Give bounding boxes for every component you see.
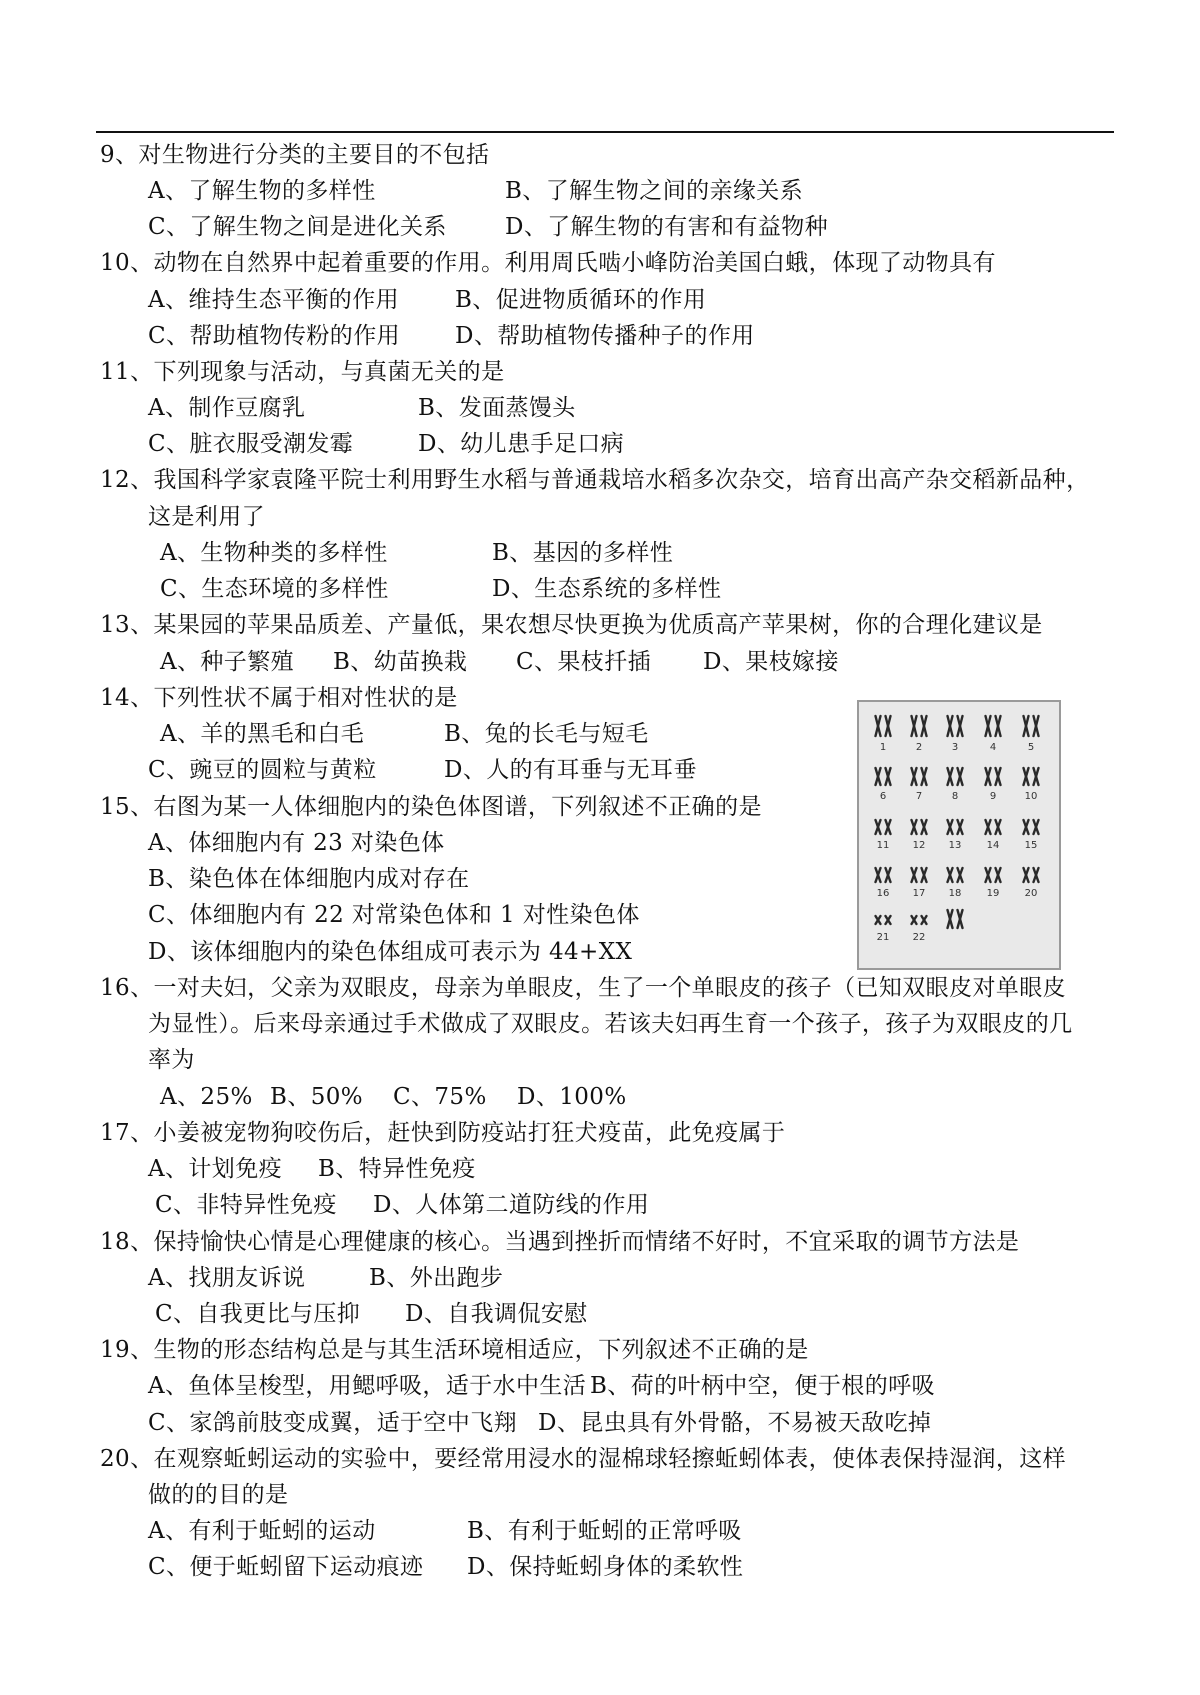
question-14-stem: 14、下列性状不属于相对性状的是 bbox=[100, 685, 458, 711]
question-16-stem-cont-1: 为显性）。后来母亲通过手术做成了双眼皮。若该夫妇再生育一个孩子，孩子为双眼皮的几 bbox=[148, 1011, 1073, 1037]
karyotype-number-12: 12 bbox=[912, 840, 926, 851]
question-18-option-a: A、找朋友诉说 bbox=[148, 1265, 306, 1291]
question-14-option-a: A、羊的黑毛和白毛 bbox=[160, 721, 365, 747]
question-14-option-b: B、兔的长毛与短毛 bbox=[444, 721, 649, 747]
question-9-stem: 9、对生物进行分类的主要目的不包括 bbox=[100, 142, 490, 168]
question-15-option-b: B、染色体在体细胞内成对存在 bbox=[148, 866, 470, 892]
question-17-option-d: D、人体第二道防线的作用 bbox=[373, 1192, 650, 1218]
question-13-option-c: C、果枝扦插 bbox=[516, 649, 651, 675]
karyotype-number-2: 2 bbox=[915, 742, 923, 753]
question-9-option-a: A、了解生物的多样性 bbox=[148, 178, 376, 204]
question-19-option-d: D、昆虫具有外骨骼，不易被天敌吃掉 bbox=[538, 1410, 932, 1436]
question-19-option-c: C、家鸽前肢变成翼，适于空中飞翔 bbox=[148, 1410, 517, 1436]
question-14-option-c: C、豌豆的圆粒与黄粒 bbox=[148, 757, 377, 783]
karyotype-number-3: 3 bbox=[951, 742, 959, 753]
question-13-option-b: B、幼苗换栽 bbox=[333, 649, 468, 675]
question-12-stem: 12、我国科学家袁隆平院士利用野生水稻与普通栽培水稻多次杂交，培育出高产杂交稻新品种， bbox=[100, 467, 1090, 493]
question-10-option-a: A、维持生态平衡的作用 bbox=[148, 287, 400, 313]
karyotype-number-17: 17 bbox=[912, 888, 926, 899]
question-16-option-c: C、75% bbox=[393, 1084, 487, 1110]
question-15-option-a: A、体细胞内有 23 对染色体 bbox=[148, 830, 445, 856]
question-19-option-a: A、鱼体呈梭型，用鳃呼吸，适于水中生活 bbox=[148, 1373, 587, 1399]
karyotype-number-14: 14 bbox=[986, 840, 1000, 851]
karyotype-diagram bbox=[859, 702, 1059, 968]
question-18-option-d: D、自我调侃安慰 bbox=[405, 1301, 588, 1327]
karyotype-number-16: 16 bbox=[876, 888, 890, 899]
karyotype-number-10: 10 bbox=[1024, 791, 1038, 802]
karyotype-number-5: 5 bbox=[1027, 742, 1035, 753]
question-10-option-d: D、帮助植物传播种子的作用 bbox=[455, 323, 755, 349]
question-13-stem: 13、某果园的苹果品质差、产量低，果农想尽快更换为优质高产苹果树，你的合理化建议是 bbox=[100, 612, 1043, 638]
question-16-stem-cont-2: 率为 bbox=[148, 1047, 195, 1073]
question-18-option-b: B、外出跑步 bbox=[369, 1265, 504, 1291]
question-15-option-d: D、该体细胞内的染色体组成可表示为 44+XX bbox=[148, 939, 633, 965]
question-12-option-c: C、生态环境的多样性 bbox=[160, 576, 389, 602]
karyotype-number-18: 18 bbox=[948, 888, 962, 899]
karyotype-number-15: 15 bbox=[1024, 840, 1038, 851]
question-13-option-a: A、种子繁殖 bbox=[160, 649, 295, 675]
karyotype-number-9: 9 bbox=[989, 791, 997, 802]
karyotype-number-19: 19 bbox=[986, 888, 1000, 899]
question-20-option-c: C、便于蚯蚓留下运动痕迹 bbox=[148, 1554, 424, 1580]
question-11-option-c: C、脏衣服受潮发霉 bbox=[148, 431, 354, 457]
question-10-option-b: B、促进物质循环的作用 bbox=[455, 287, 707, 313]
karyotype-number-11: 11 bbox=[876, 840, 890, 851]
header-rule bbox=[96, 131, 1114, 133]
karyotype-number-20: 20 bbox=[1024, 888, 1038, 899]
karyotype-number-7: 7 bbox=[915, 791, 923, 802]
question-11-option-a: A、制作豆腐乳 bbox=[148, 395, 306, 421]
question-12-option-d: D、生态系统的多样性 bbox=[492, 576, 722, 602]
question-18-option-c: C、自我更比与压抑 bbox=[155, 1301, 361, 1327]
question-13-option-d: D、果枝嫁接 bbox=[703, 649, 839, 675]
question-9-option-c: C、了解生物之间是进化关系 bbox=[148, 214, 447, 240]
karyotype-figure bbox=[857, 700, 1061, 970]
question-17-option-a: A、计划免疫 bbox=[148, 1156, 283, 1182]
question-12-option-a: A、生物种类的多样性 bbox=[160, 540, 388, 566]
question-10-stem: 10、动物在自然界中起着重要的作用。利用周氏啮小峰防治美国白蛾，体现了动物具有 bbox=[100, 250, 996, 276]
karyotype-number-8: 8 bbox=[951, 791, 959, 802]
karyotype-number-13: 13 bbox=[948, 840, 962, 851]
question-20-stem-cont: 做的的目的是 bbox=[148, 1482, 289, 1508]
question-11-option-d: D、幼儿患手足口病 bbox=[418, 431, 625, 457]
question-17-option-b: B、特异性免疫 bbox=[318, 1156, 476, 1182]
question-17-option-c: C、非特异性免疫 bbox=[155, 1192, 337, 1218]
question-16-option-b: B、50% bbox=[270, 1084, 364, 1110]
question-11-option-b: B、发面蒸馒头 bbox=[418, 395, 576, 421]
question-16-option-a: A、25% bbox=[160, 1084, 253, 1110]
question-12-option-b: B、基因的多样性 bbox=[492, 540, 674, 566]
question-9-option-d: D、了解生物的有害和有益物种 bbox=[505, 214, 829, 240]
question-11-stem: 11、下列现象与活动，与真菌无关的是 bbox=[100, 359, 505, 385]
karyotype-number-21: 21 bbox=[876, 932, 890, 943]
question-20-option-d: D、保持蚯蚓身体的柔软性 bbox=[467, 1554, 744, 1580]
karyotype-number-22: 22 bbox=[912, 932, 926, 943]
question-20-stem: 20、在观察蚯蚓运动的实验中，要经常用浸水的湿棉球轻擦蚯蚓体表，使体表保持湿润，这样 bbox=[100, 1446, 1067, 1472]
question-9-option-b: B、了解生物之间的亲缘关系 bbox=[505, 178, 804, 204]
question-12-stem-cont: 这是利用了 bbox=[148, 504, 265, 530]
question-20-option-a: A、有利于蚯蚓的运动 bbox=[148, 1518, 376, 1544]
question-17-stem: 17、小姜被宠物狗咬伤后，赶快到防疫站打狂犬疫苗，此免疫属于 bbox=[100, 1120, 786, 1146]
question-15-stem: 15、右图为某一人体细胞内的染色体图谱，下列叙述不正确的是 bbox=[100, 794, 762, 820]
karyotype-number-1: 1 bbox=[879, 742, 887, 753]
question-16-stem: 16、一对夫妇，父亲为双眼皮，母亲为单眼皮，生了一个单眼皮的孩子（已知双眼皮对单眼皮 bbox=[100, 975, 1067, 1001]
question-19-stem: 19、生物的形态结构总是与其生活环境相适应，下列叙述不正确的是 bbox=[100, 1337, 809, 1363]
question-10-option-c: C、帮助植物传粉的作用 bbox=[148, 323, 400, 349]
karyotype-number-6: 6 bbox=[879, 791, 887, 802]
karyotype-number-4: 4 bbox=[989, 742, 997, 753]
question-18-stem: 18、保持愉快心情是心理健康的核心。当遇到挫折而情绪不好时，不宜采取的调节方法是 bbox=[100, 1229, 1020, 1255]
question-14-option-d: D、人的有耳垂与无耳垂 bbox=[444, 757, 697, 783]
question-20-option-b: B、有利于蚯蚓的正常呼吸 bbox=[467, 1518, 742, 1544]
question-15-option-c: C、体细胞内有 22 对常染色体和 1 对性染色体 bbox=[148, 902, 640, 928]
question-19-option-b: B、荷的叶柄中空，便于根的呼吸 bbox=[590, 1373, 935, 1399]
question-16-option-d: D、100% bbox=[517, 1084, 627, 1110]
